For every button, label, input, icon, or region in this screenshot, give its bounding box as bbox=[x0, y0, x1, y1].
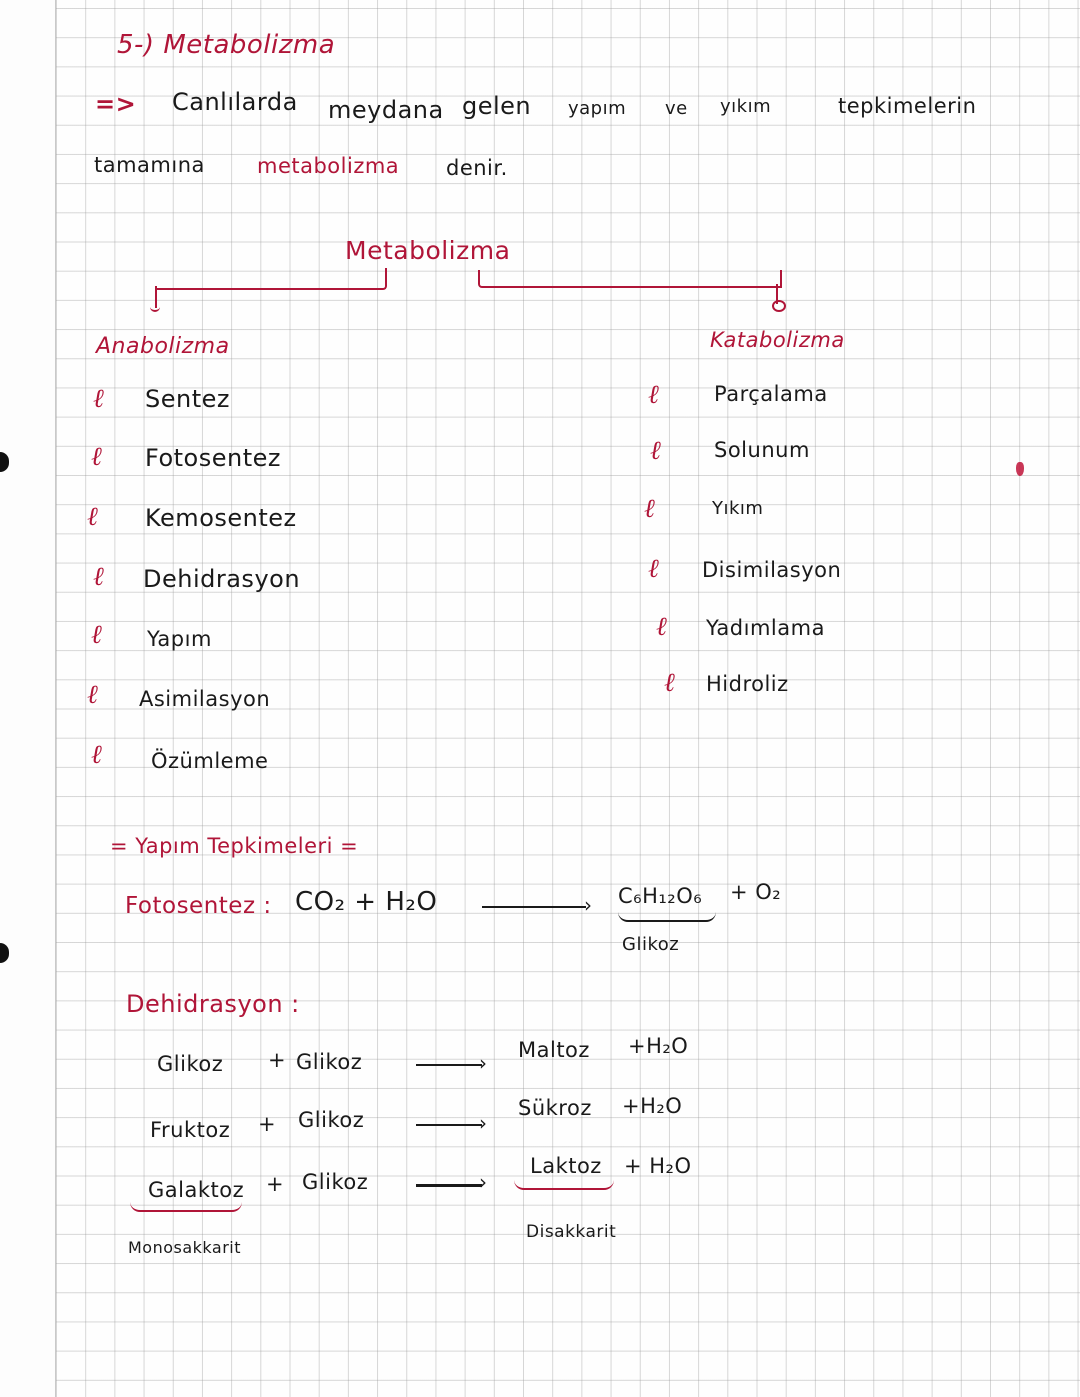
reaction-arrow-line bbox=[416, 1184, 482, 1187]
bullet-icon: ℓ bbox=[93, 562, 104, 592]
arrow-head-icon: › bbox=[479, 1170, 487, 1194]
katabolism-item: Parçalama bbox=[714, 382, 828, 406]
reaction-arrow-line bbox=[416, 1064, 482, 1066]
bullet-icon: ℓ bbox=[91, 620, 102, 650]
bullet-icon: ℓ bbox=[87, 680, 98, 710]
reactant-1: Fruktoz bbox=[150, 1118, 231, 1142]
binder-hole-bottom bbox=[0, 943, 9, 963]
water: + H₂O bbox=[624, 1154, 692, 1178]
photosynthesis-reactants: CO₂ + H₂O bbox=[295, 887, 438, 917]
bullet-icon: ℓ bbox=[648, 554, 659, 584]
dehydration-label: Dehidrasyon : bbox=[126, 990, 300, 1018]
katabolism-item: Yadımlama bbox=[706, 616, 825, 640]
plus-sign: + bbox=[258, 1112, 277, 1136]
water: +H₂O bbox=[628, 1034, 689, 1058]
katabolism-item: Disimilasyon bbox=[702, 558, 842, 582]
reactant-1: Glikoz bbox=[157, 1052, 224, 1076]
def-word: yapım bbox=[568, 98, 627, 119]
katabolism-title: Katabolizma bbox=[710, 328, 845, 352]
bullet-icon: ℓ bbox=[91, 442, 102, 472]
anabolism-title: Anabolizma bbox=[96, 334, 230, 359]
water: +H₂O bbox=[622, 1094, 683, 1118]
katabolism-item: Solunum bbox=[714, 438, 810, 462]
photosynthesis-label: Fotosentez : bbox=[125, 893, 272, 919]
product: Sükroz bbox=[518, 1096, 592, 1120]
bracket-right-top bbox=[478, 270, 782, 288]
anabolism-item: Özümleme bbox=[151, 749, 269, 773]
bullet-icon: ℓ bbox=[656, 612, 667, 642]
anabolism-item: Fotosentez bbox=[145, 444, 281, 472]
bullet-icon: ℓ bbox=[648, 380, 659, 410]
plus-sign: + bbox=[268, 1048, 287, 1072]
photosynthesis-product: C₆H₁₂O₆ bbox=[618, 884, 703, 908]
anabolism-item: Asimilasyon bbox=[139, 687, 271, 711]
arrow-right-icon bbox=[772, 300, 786, 312]
brace-under-galactose bbox=[130, 1202, 242, 1212]
brace-under-glucose bbox=[618, 912, 716, 922]
def-word: tamamına bbox=[94, 153, 205, 177]
implies-arrow: => bbox=[95, 90, 137, 118]
product: Laktoz bbox=[530, 1154, 602, 1178]
tree-root: Metabolizma bbox=[345, 236, 511, 265]
reactant-2: Glikoz bbox=[296, 1050, 363, 1074]
bullet-icon: ℓ bbox=[644, 494, 655, 524]
def-word: gelen bbox=[462, 92, 532, 120]
reaction-arrow-line bbox=[416, 1124, 482, 1126]
bullet-icon: ℓ bbox=[91, 740, 102, 770]
arrow-head-icon: › bbox=[479, 1051, 487, 1075]
arrow-left-icon bbox=[150, 302, 160, 312]
def-word: ve bbox=[665, 98, 688, 119]
arrow-head-icon: › bbox=[479, 1111, 487, 1135]
disaccharide-note: Disakkarit bbox=[526, 1222, 617, 1242]
plus-sign: + bbox=[266, 1172, 285, 1196]
reactant-1: Galaktoz bbox=[148, 1178, 245, 1202]
reaction-arrow-line bbox=[482, 906, 586, 908]
monosaccharide-note: Monosakkarit bbox=[128, 1238, 242, 1257]
bullet-icon: ℓ bbox=[664, 668, 675, 698]
ink-stain bbox=[1016, 462, 1024, 476]
arrow-head-icon: › bbox=[584, 893, 592, 917]
binder-hole-top bbox=[0, 452, 9, 472]
katabolism-item: Yıkım bbox=[712, 498, 764, 519]
bracket-left-top bbox=[157, 268, 387, 290]
reactant-2: Glikoz bbox=[298, 1108, 365, 1132]
katabolism-item: Hidroliz bbox=[706, 672, 789, 696]
def-highlight: metabolizma bbox=[257, 154, 400, 178]
anabolism-item: Sentez bbox=[145, 385, 230, 413]
glucose-note: Glikoz bbox=[622, 934, 680, 955]
bullet-icon: ℓ bbox=[650, 436, 661, 466]
anabolism-item: Kemosentez bbox=[145, 504, 297, 532]
def-word: Canlılarda bbox=[172, 88, 298, 116]
bullet-icon: ℓ bbox=[87, 502, 98, 532]
def-word: meydana bbox=[328, 96, 444, 124]
anabolism-item: Yapım bbox=[147, 627, 212, 651]
bullet-icon: ℓ bbox=[93, 384, 104, 414]
brace-under-lactose bbox=[514, 1180, 614, 1190]
def-word: yıkım bbox=[720, 96, 772, 117]
reactant-2: Glikoz bbox=[302, 1170, 369, 1194]
reactions-title: = Yapım Tepkimeleri = bbox=[110, 834, 359, 858]
def-word: tepkimelerin bbox=[838, 94, 977, 118]
photosynthesis-oxygen: + O₂ bbox=[730, 880, 782, 904]
section-heading bbox=[117, 30, 335, 60]
section-number: 5-) bbox=[117, 30, 155, 60]
anabolism-item: Dehidrasyon bbox=[143, 565, 301, 593]
def-word: denir. bbox=[446, 156, 508, 180]
product: Maltoz bbox=[518, 1038, 590, 1062]
section-title: Metabolizma bbox=[163, 30, 336, 60]
